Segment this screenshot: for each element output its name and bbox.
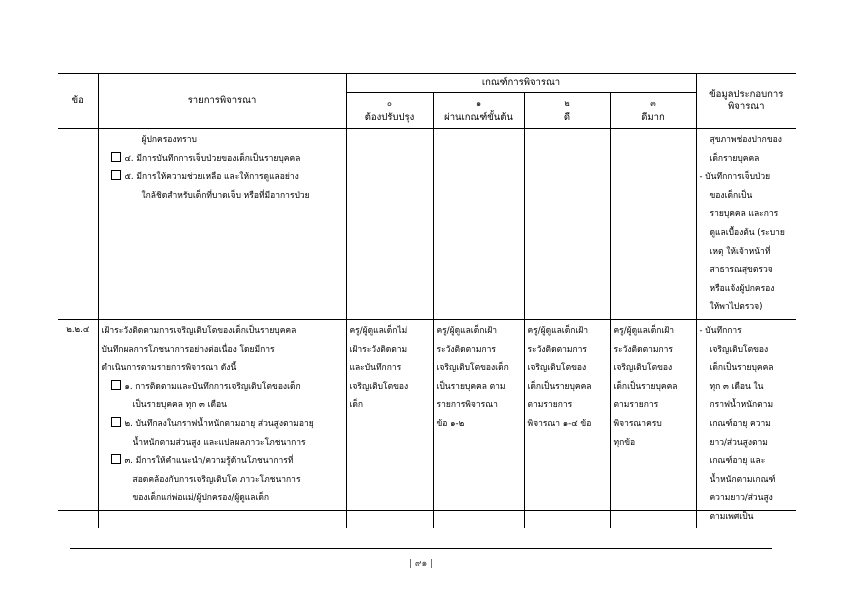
header-level-1: ๑ ผ่านเกณฑ์ขั้นต้น [433, 93, 524, 129]
checkbox[interactable] [111, 417, 121, 427]
level-1-cell: ครู/ผู้ดูแลเด็กเฝ้า ระวังติดตามการ เจริญเติบโตของเด็ก เป็นรายบุคคล ตาม รายการพิจารณา ข้อ ๑-๒ [433, 319, 524, 528]
header-items: รายการพิจารณา [98, 74, 346, 129]
header-no: ข้อ [58, 74, 98, 129]
header-criteria: เกณฑ์การพิจารณา [346, 74, 696, 93]
header-level-0: ๐ ต้องปรับปรุง [346, 93, 433, 129]
page-number: | ๙๑ | [408, 559, 434, 569]
level-2-cell: ครู/ผู้ดูแลเด็กเฝ้า ระวังติดตามการ เจริญเติบโตของ เด็กเป็นรายบุคคล ตามรายการ พิจารณา ๑-๔ ข้อ [524, 319, 610, 528]
level-1-cell [433, 129, 524, 320]
level-0-cell: ครู/ผู้ดูแลเด็กไม่ เฝ้าระวังติดตาม และบันทึกการ เจริญเติบโตของ เด็ก [346, 319, 433, 528]
criteria-table [58, 73, 796, 522]
row-number: ๒.๒.๔ [58, 319, 98, 528]
table-row [58, 129, 796, 320]
row-items: เฝ้าระวังติดตามการเจริญเติบโตของเด็กเป็นรายบุคคล บันทึกผลการโภชนาการอย่างต่อเนื่อง โดยมีการ ดำเนินการตามรายการพิจารณา ดังนี้ ๑. การติดตามและบันทึกการเจริญเติบโตของเด็ก เป็นรายบุคคล ทุก ๓ เดือน ๒. บันทึกลงในกราฟน้ำหนักตามอายุ ส่วนสูงตามอายุ น้ำหนักตามส่วนสูง และแปลผลภาวะโภชนาการ ๓. มีการให้คำแนะนำ/ความรู้ด้านโภชนาการที่ สอดคล้องกับการเจริญเติบโต ภาวะโภชนาการ ของเด็กแก่พ่อแม่/ผู้ปกครอง/ผู้ดูแลเด็ก [98, 319, 346, 528]
row-number [58, 129, 98, 320]
checkbox[interactable] [111, 170, 121, 180]
checkbox[interactable] [111, 454, 121, 464]
footer-divider [70, 548, 772, 549]
header-level-2: ๒ ดี [524, 93, 610, 129]
checkbox[interactable] [111, 380, 121, 390]
row-evidence: - บันทึกการ เจริญเติบโตของ เด็กเป็นรายบุคคล ทุก ๓ เดือน ใน กราฟน้ำหนักตาม เกณฑ์อายุ ความ ยาว/ส่วนสูงตาม เกณฑ์อายุ และ น้ำหนักตามเกณฑ์ ความยาว/ส่วนสูง ตามเพศเป็น [696, 319, 796, 528]
row-items: ผู้ปกครองทราบ ๔. มีการบันทึกการเจ็บป่วยของเด็กเป็นรายบุคคล ๕. มีการให้ความช่วยเหลือ และให้การดูแลอย่าง ใกล้ชิดสำหรับเด็กที่บาดเจ็บ หรือที่มีอาการป่วย [98, 129, 346, 320]
header-level-3: ๓ ดีมาก [610, 93, 696, 129]
level-2-cell [524, 129, 610, 320]
checkbox[interactable] [111, 152, 121, 162]
level-3-cell [610, 129, 696, 320]
table-row [58, 319, 796, 528]
header-evidence: ข้อมูลประกอบการพิจารณา [696, 74, 796, 129]
level-3-cell: ครู/ผู้ดูแลเด็กเฝ้า ระวังติดตามการ เจริญเติบโตของ เด็กเป็นรายบุคคล ตามรายการ พิจารณาครบ ทุกข้อ [610, 319, 696, 528]
level-0-cell [346, 129, 433, 320]
row-evidence: สุขภาพช่องปากของ เด็กรายบุคคล - บันทึกการเจ็บป่วย ของเด็กเป็น รายบุคคล และการ ดูแลเบื้องต้น (ระบาย เหตุ ให้เจ้าหน้าที่ สาธารณสุขตรวจ หรือแจ้งผู้ปกครอง ให้พาไปตรวจ) [696, 129, 796, 320]
